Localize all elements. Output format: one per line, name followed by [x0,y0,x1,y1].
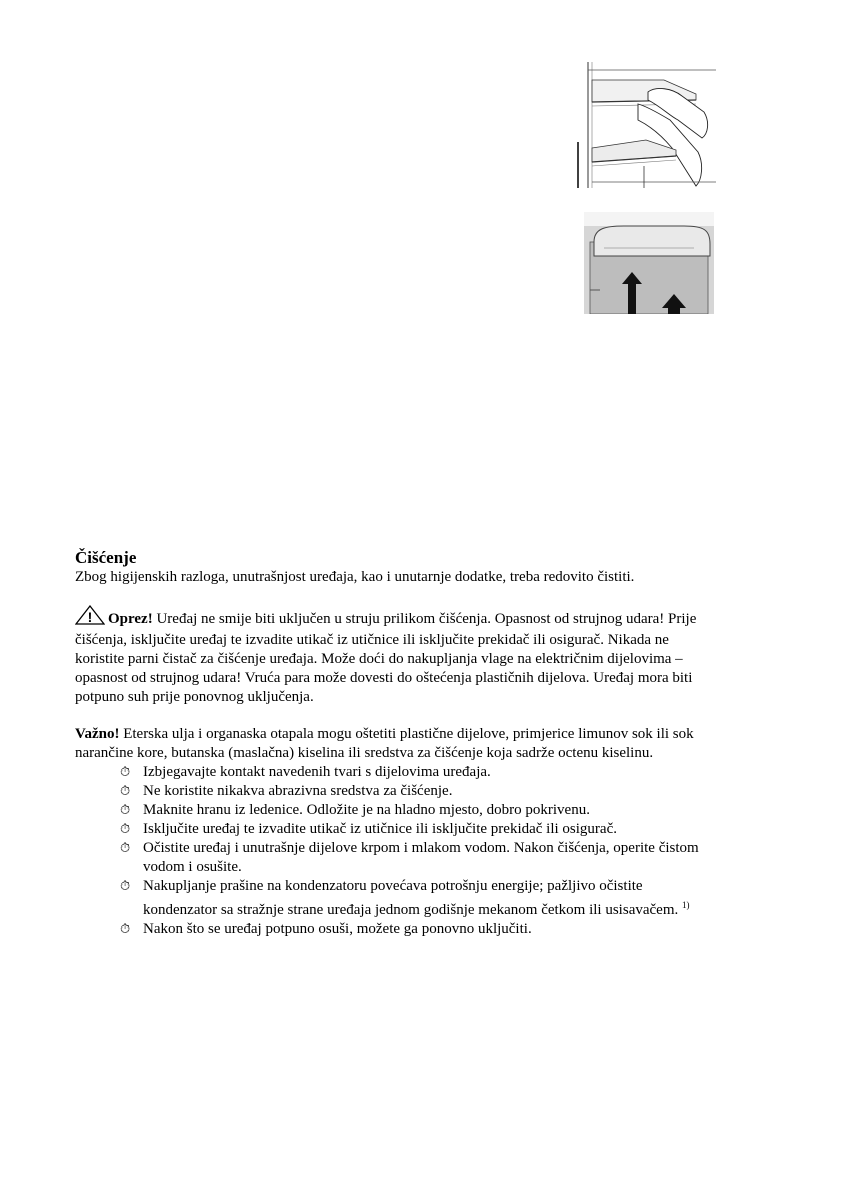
caution-text: Uređaj ne smije biti uključen u struju prilikom čišćenja. Opasnost od strujnog udara! Prije čišćenja, isključite uređaj te izvadite utikač iz utičnice ili isključite prekidač ili osigurač. Nikada ne koristite parni čistač za čišćenje uređaja. Može doći do nakupljanja vlage na električnim dijelovima – opasnost od strujnog udara! Vruća para može dovesti do oštećenja plastičnih dijelova. Uređaj mora biti potpuno suh prije ponovnog uključenja. [75,611,697,705]
important-paragraph [75,725,715,763]
list-item: ⏱ Nakon što se uređaj potpuno osuši, možete ga ponovno uključiti. [120,921,532,937]
clock-bullet-icon: ⏱ [120,784,131,799]
list-item: ⏱ Isključite uređaj te izvadite utikač iz utičnice ili isključite prekidač ili osigurač. [120,821,617,837]
list-item: ⏱ Ne koristite nikakva abrazivna sredstva za čišćenje. [120,783,453,799]
clock-bullet-icon: ⏱ [120,803,131,818]
caution-paragraph [75,605,715,707]
warning-triangle-icon [75,605,105,631]
clock-bullet-icon: ⏱ [120,765,131,780]
svg-text:!: ! [87,609,93,625]
clock-bullet-icon: ⏱ [120,879,131,894]
footnote-mark: 1) [682,900,690,910]
caution-label: Oprez! [108,611,153,627]
clock-bullet-icon: ⏱ [120,922,131,937]
list-item: ⏱ Nakupljanje prašine na kondenzatoru povećava potrošnju energije; pažljivo očistite kondenzator sa stražnje strane uređaja jednom godišnje mekanom četkom ili usisavačem. $^{1)}$ [120,878,690,918]
list-item: ⏱ Očistite uređaj i unutrašnje dijelove krpom i mlakom vodom. Nakon čišćenja, operite čistom vodom i osušite. [120,840,699,875]
door-bin-removal-illustration [584,212,714,314]
cleaning-intro: Zbog higijenskih razloga, unutrašnjost uređaja, kao i unutarnje dodatke, treba redovito čistiti. [75,569,635,585]
clock-bullet-icon: ⏱ [120,841,131,856]
important-label: Važno! [75,726,120,742]
clock-bullet-icon: ⏱ [120,822,131,837]
list-item: ⏱ Maknite hranu iz ledenice. Odložite je na hladno mjesto, dobro pokrivenu. [120,802,590,818]
important-text: Eterska ulja i organaska otapala mogu oštetiti plastične dijelove, primjerice limunov sok ili sok narančine kore, butanska (maslačna) kiselina ili sredstva za čišćenje koja sadrže octenu kiselinu. [75,726,694,761]
cleaning-heading: Čišćenje [75,548,137,567]
shelf-removal-illustration [576,62,716,188]
cleaning-section [75,548,715,939]
cleaning-steps-list [75,763,715,939]
list-item: ⏱ Izbjegavajte kontakt navedenih tvari s dijelovima uređaja. [120,764,491,780]
